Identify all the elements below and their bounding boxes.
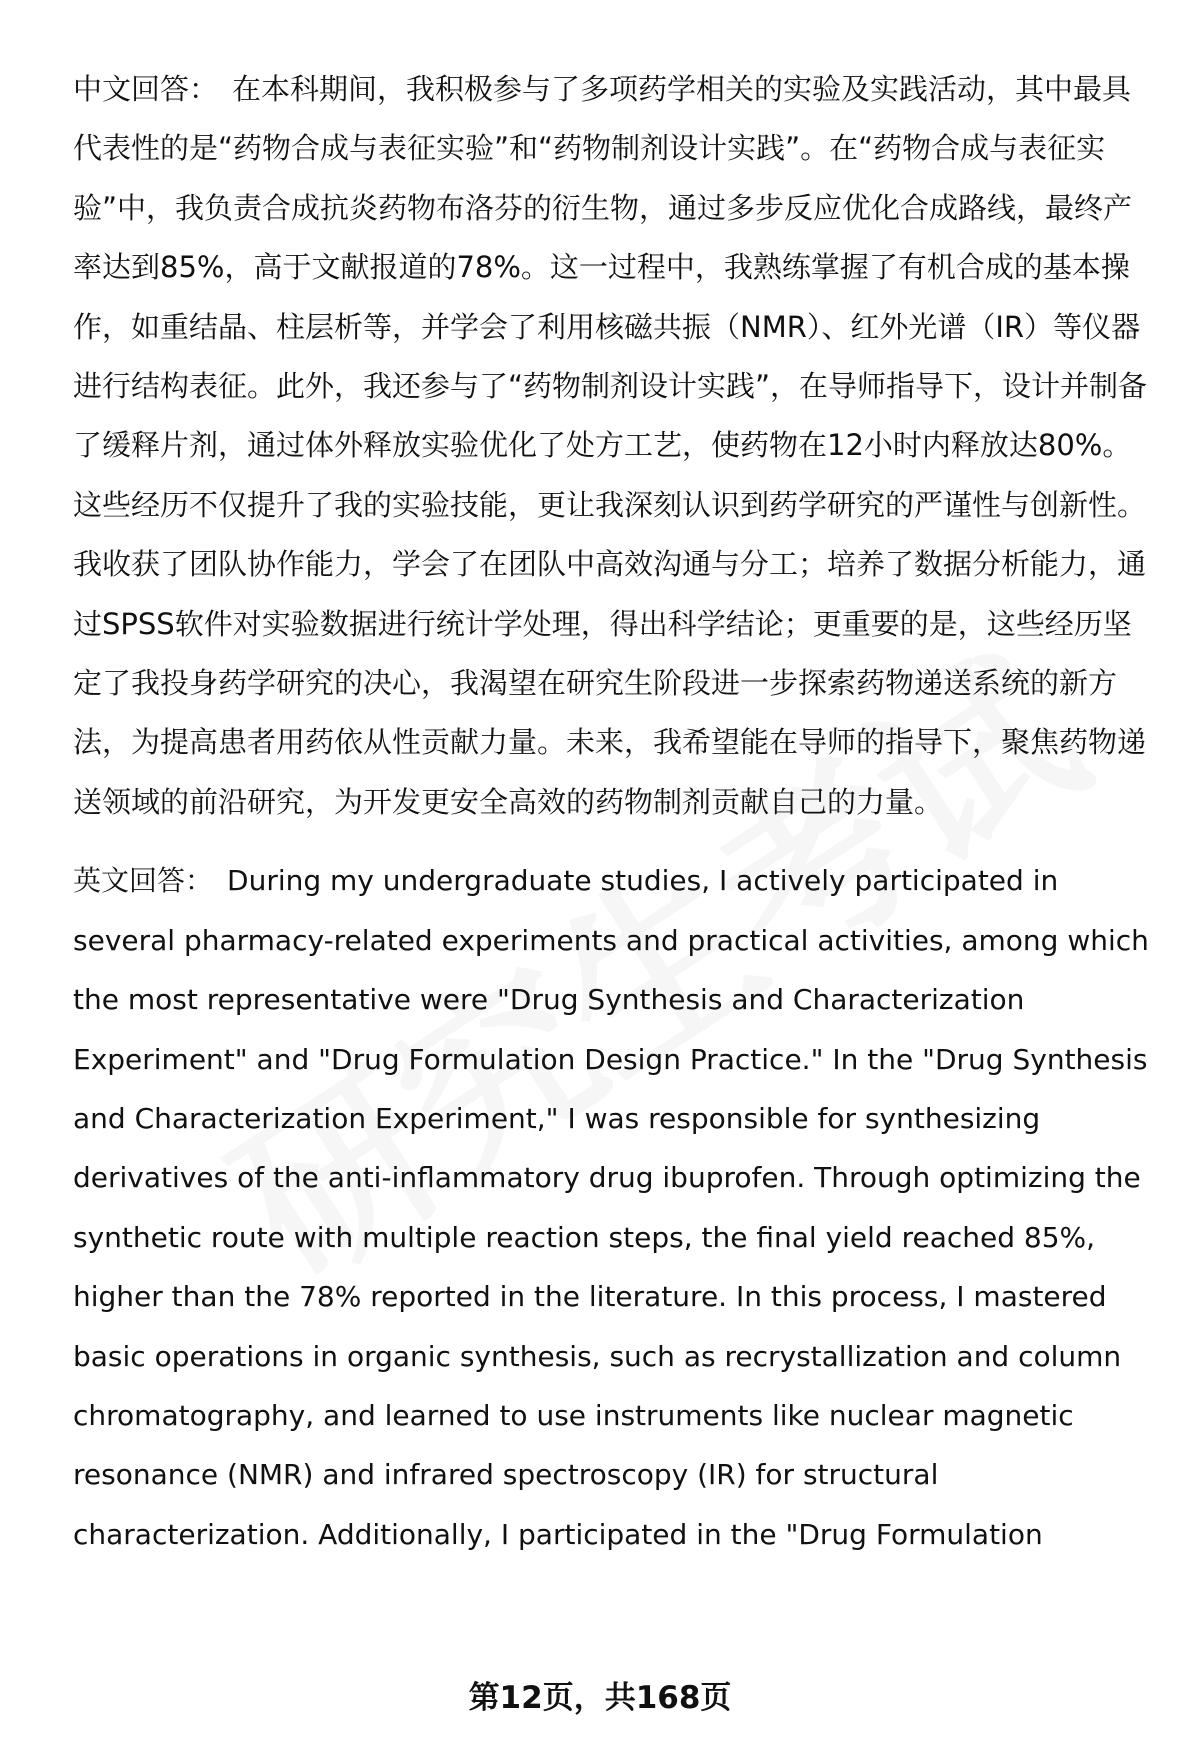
english-answer-label: 英文回答： (73, 864, 214, 898)
page-number-footer: 第12页，共168页 (468, 1680, 732, 1716)
document-body (73, 60, 1153, 1564)
english-answer-text: During my undergraduate studies, I actively participated in several pharmacy-related experiments and practical activities, among which the most representative were "Drug Synthesis and Characterization Experiment" and "Drug Formulation Design Practice." In the "Drug Synthesis and Characterization Experiment," I was responsible for synthesizing derivatives of the anti-inflammatory drug ibuprofen. Through optimizing the synthetic route with multiple reaction steps, the final yield reached 85%, higher than the 78% reported in the literature. In this process, I mastered basic operations in organic synthesis, such as recrystallization and column chromatography, and learned to use instruments like nuclear magnetic resonance (NMR) and infrared spectroscopy (IR) for structural characterization. Additionally, I participated in the "Drug Formulation (73, 864, 1149, 1551)
chinese-answer-label: 中文回答： (73, 72, 219, 106)
english-answer-paragraph (73, 851, 1153, 1564)
chinese-answer-text: 在本科期间，我积极参与了多项药学相关的实验及实践活动，其中最具代表性的是“药物合成与表征实验”和“药物制剂设计实践”。在“药物合成与表征实验”中，我负责合成抗炎药物布洛芬的衍生物，通过多步反应优化合成路线，最终产率达到85%，高于文献报道的78%。这一过程中，我熟练掌握了有机合成的基本操作，如重结晶、柱层析等，并学会了利用核磁共振（NMR）、红外光谱（IR）等仪器进行结构表征。此外，我还参与了“药物制剂设计实践”，在导师指导下，设计并制备了缓释片剂，通过体外释放实验优化了处方工艺，使药物在12小时内释放达80%。这些经历不仅提升了我的实验技能，更让我深刻认识到药学研究的严谨性与创新性。我收获了团队协作能力，学会了在团队中高效沟通与分工；培养了数据分析能力，通过SPSS软件对实验数据进行统计学处理，得出科学结论；更重要的是，这些经历坚定了我投身药学研究的决心，我渴望在研究生阶段进一步探索药物递送系统的新方法，为提高患者用药依从性贡献力量。未来，我希望能在导师的指导下，聚焦药物递送领域的前沿研究，为开发更安全高效的药物制剂贡献自己的力量。 (73, 72, 1148, 819)
chinese-answer-paragraph (73, 60, 1153, 832)
